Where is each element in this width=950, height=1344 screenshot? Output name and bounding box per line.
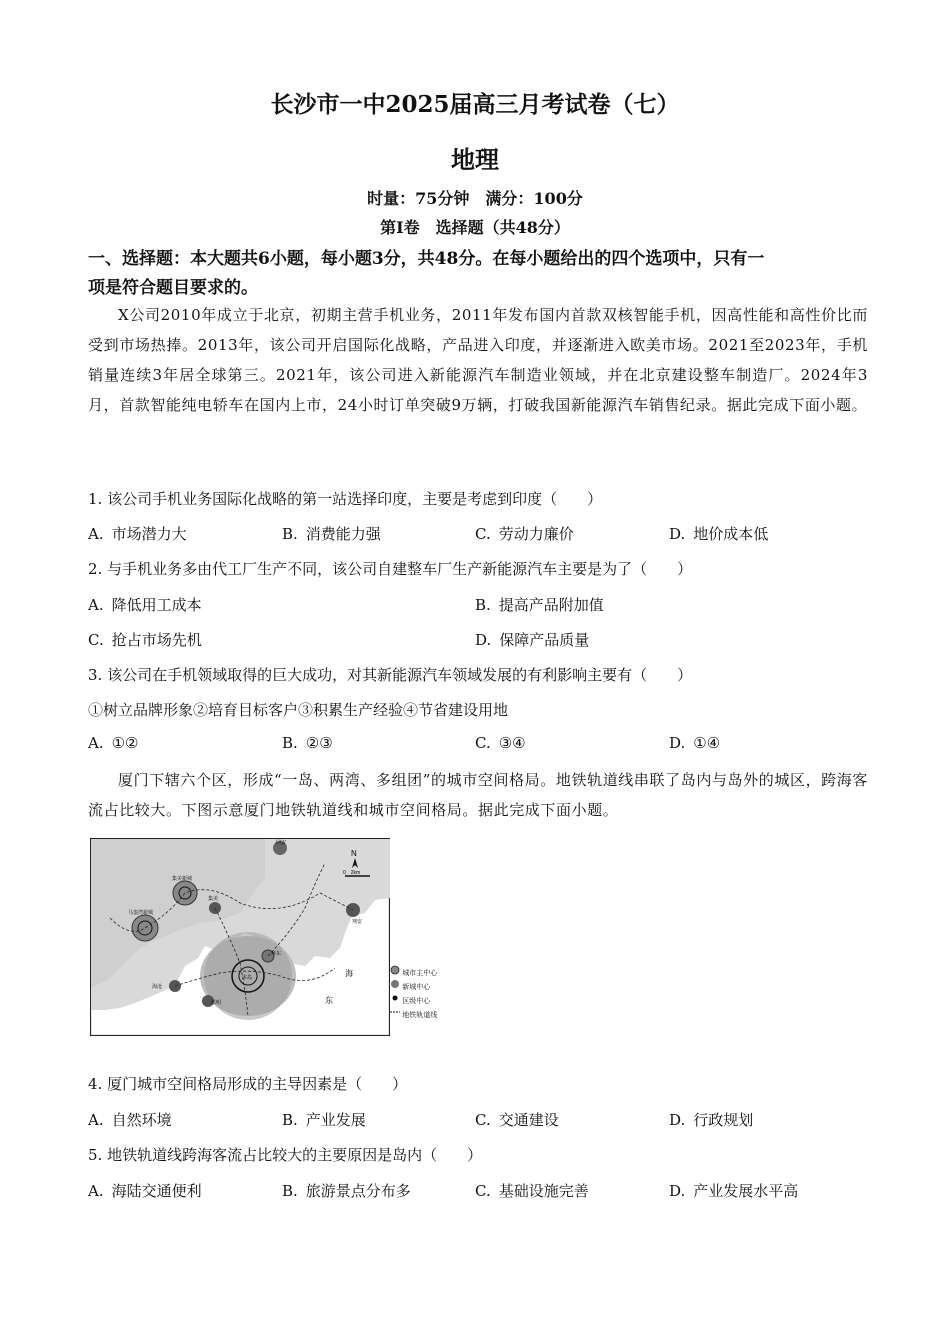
option-text: 行政规划 bbox=[693, 1111, 754, 1129]
option-label: B. bbox=[282, 1111, 298, 1129]
option-text: 自然环境 bbox=[111, 1111, 172, 1129]
q5-option-b bbox=[282, 1180, 411, 1201]
q2-option-c bbox=[88, 629, 202, 650]
question-4-stem: 4. 厦门城市空间格局形成的主导因素是（ ） bbox=[88, 1075, 408, 1093]
option-text: 基础设施完善 bbox=[498, 1182, 589, 1200]
label-sea: 海 bbox=[345, 969, 353, 978]
option-label: B. bbox=[475, 596, 491, 614]
label-jimei: 集美 bbox=[208, 896, 219, 902]
label-bendao: 本岛 bbox=[242, 975, 253, 981]
option-label: D. bbox=[669, 734, 686, 752]
passage-2 bbox=[88, 765, 868, 825]
new-center-jimei bbox=[173, 881, 197, 905]
option-label: B. bbox=[282, 1182, 298, 1200]
option-text: 地价成本低 bbox=[693, 525, 769, 543]
q4-option-a bbox=[88, 1109, 172, 1130]
volume-heading: 第Ⅰ卷 选择题（共48分） bbox=[380, 218, 570, 237]
legend-label: 地铁轨道线 bbox=[402, 1011, 438, 1019]
option-label: B. bbox=[282, 525, 298, 543]
q1-option-b bbox=[282, 523, 381, 544]
legend-metro-line bbox=[390, 1007, 437, 1021]
label-east: 东 bbox=[325, 996, 333, 1005]
option-label: D. bbox=[669, 1182, 686, 1200]
legend-new-center bbox=[390, 979, 437, 993]
map-legend bbox=[390, 965, 437, 1021]
section-instructions-line1: 一、选择题：本大题共6小题，每小题3分，共48分。在每小题给出的四个选项中，只有一 bbox=[88, 249, 765, 269]
q5-option-c bbox=[475, 1180, 589, 1201]
option-text: 市场潜力大 bbox=[111, 525, 187, 543]
q4-option-d bbox=[669, 1109, 753, 1130]
option-label: C. bbox=[475, 734, 491, 752]
q2-option-b bbox=[475, 594, 604, 615]
section-instructions-line2: 项是符合题目要求的。 bbox=[88, 278, 258, 298]
new-center-malan bbox=[132, 915, 158, 941]
legend-district-center bbox=[390, 993, 437, 1007]
q3-option-d bbox=[669, 734, 720, 752]
q4-option-b bbox=[282, 1109, 366, 1130]
option-label: D. bbox=[475, 631, 492, 649]
passage-1-text: X公司2010年成立于北京，初期主营手机业务，2011年发布国内首款双核智能手机，因高性能和高性价比而受到市场热捧。2013年，该公司开启国际化战略，产品进入印度，并逐渐进入欧美市场。2021至2023年，手机销量连续3年居全球第三。2021年，该公司进入新能源汽车制造业领域，并在北京建设整车制造厂。2024年3月，首款智能纯电轿车在国内上市，24小时订单突破9万辆，打破我国新能源汽车销售纪录。据此完成下面小题。 bbox=[88, 306, 868, 414]
page-title: 长沙市一中2025届高三月考试卷（七） bbox=[270, 91, 680, 118]
option-label: A. bbox=[88, 734, 104, 752]
label-huandong: 环东 bbox=[271, 951, 282, 957]
q3-option-c bbox=[475, 734, 526, 752]
option-label: D. bbox=[669, 1111, 686, 1129]
option-text: 提高产品附加值 bbox=[498, 596, 604, 614]
option-text: 劳动力廉价 bbox=[498, 525, 574, 543]
label-malan: 马銮湾新城 bbox=[128, 910, 154, 916]
q1-option-a bbox=[88, 523, 187, 544]
question-1-stem: 1. 该公司手机业务国际化战略的第一站选择印度，主要是考虑到印度（ ） bbox=[88, 490, 603, 508]
option-text: ①② bbox=[111, 734, 139, 752]
q2-option-a bbox=[88, 594, 202, 615]
option-text: 抢占市场先机 bbox=[111, 631, 202, 649]
q4-option-c bbox=[475, 1109, 559, 1130]
option-text: 消费能力强 bbox=[305, 525, 381, 543]
option-text: 旅游景点分布多 bbox=[305, 1182, 411, 1200]
label-jimei-new: 集美新城 bbox=[172, 876, 193, 882]
label-haicang: 海沧 bbox=[152, 984, 163, 990]
option-text: 产业发展 bbox=[305, 1111, 366, 1129]
option-text: 海陆交通便利 bbox=[111, 1182, 202, 1200]
option-label: C. bbox=[475, 1111, 491, 1129]
option-text: 产业发展水平高 bbox=[693, 1182, 799, 1200]
option-text: ①④ bbox=[693, 734, 721, 752]
q5-option-a bbox=[88, 1180, 202, 1201]
subject-heading: 地理 bbox=[451, 145, 499, 174]
option-text: ②③ bbox=[305, 734, 333, 752]
xiamen-map-figure bbox=[90, 838, 390, 1036]
q2-option-d bbox=[475, 629, 589, 650]
north-label: N bbox=[351, 849, 357, 858]
option-label: C. bbox=[475, 1182, 491, 1200]
option-label: A. bbox=[88, 525, 104, 543]
question-2-stem: 2. 与手机业务多由代工厂生产不同，该公司自建整车厂生产新能源汽车主要是为了（ ） bbox=[88, 560, 693, 578]
q3-option-a bbox=[88, 734, 139, 752]
legend-label: 新城中心 bbox=[402, 983, 431, 991]
label-siming: 思明 bbox=[211, 1000, 222, 1006]
option-label: C. bbox=[88, 631, 104, 649]
q1-option-d bbox=[669, 523, 768, 544]
option-text: 交通建设 bbox=[498, 1111, 559, 1129]
passage-2-text: 厦门下辖六个区，形成“一岛、两湾、多组团”的城市空间格局。地铁轨道线串联了岛内与岛外的城区，跨海客流占比较大。下图示意厦门地铁轨道线和城市空间格局。据此完成下面小题。 bbox=[88, 771, 868, 819]
question-3-items: ①树立品牌形象②培育目标客户③积累生产经验④节省建设用地 bbox=[88, 701, 509, 719]
xiamen-map bbox=[90, 838, 390, 1036]
question-3-stem: 3. 该公司在手机领域取得的巨大成功，对其新能源汽车领域发展的有利影响主要有（ ） bbox=[88, 666, 693, 684]
legend-label: 城市主中心 bbox=[402, 969, 438, 977]
option-label: C. bbox=[475, 525, 491, 543]
q3-option-b bbox=[282, 734, 333, 752]
scale-label: 0 2km bbox=[343, 870, 361, 876]
option-label: A. bbox=[88, 1111, 104, 1129]
q5-option-d bbox=[669, 1180, 798, 1201]
option-text: 保障产品质量 bbox=[499, 631, 590, 649]
option-label: A. bbox=[88, 596, 104, 614]
option-text: 降低用工成本 bbox=[111, 596, 202, 614]
q1-option-c bbox=[475, 523, 574, 544]
legend-label: 区级中心 bbox=[402, 997, 431, 1005]
label-tongan: 同安 bbox=[276, 840, 287, 846]
passage-1 bbox=[88, 300, 868, 420]
option-label: A. bbox=[88, 1182, 104, 1200]
label-xiangan: 翔安 bbox=[352, 919, 363, 925]
option-label: D. bbox=[669, 525, 686, 543]
question-5-stem: 5. 地铁轨道线跨海客流占比较大的主要原因是岛内（ ） bbox=[88, 1146, 483, 1164]
exam-info: 时量：75分钟 满分：100分 bbox=[367, 189, 583, 208]
option-text: ③④ bbox=[498, 734, 526, 752]
option-label: B. bbox=[282, 734, 298, 752]
legend-main-center bbox=[390, 965, 437, 979]
